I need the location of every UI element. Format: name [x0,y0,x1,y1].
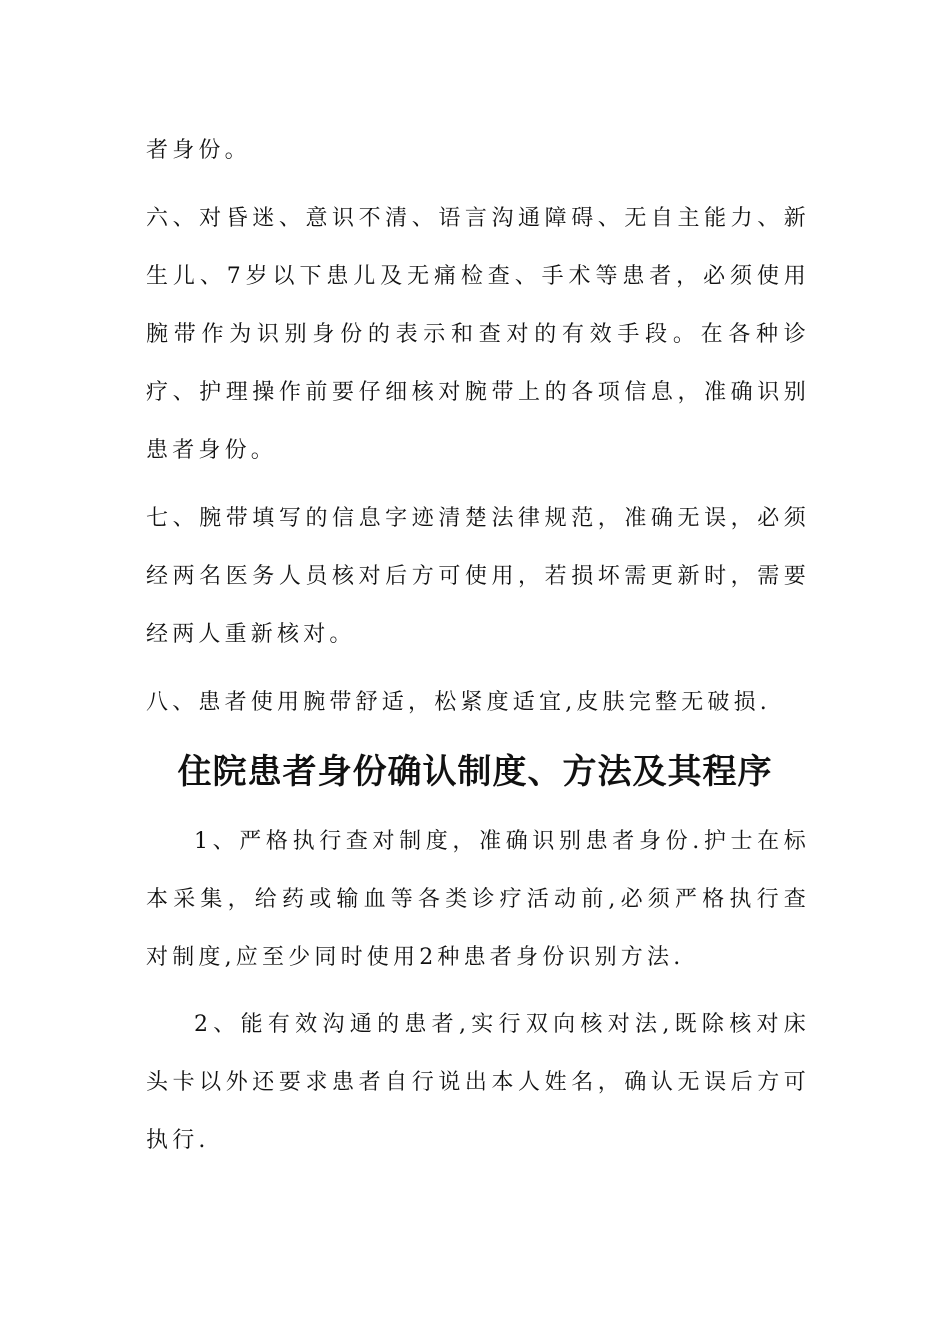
paragraph-item-6: 六、对昏迷、意识不清、语言沟通障碍、无自主能力、新生儿、7岁以下患儿及无痛检查、手术等患者，必须使用腕带作为识别身份的表示和查对的有效手段。在各种诊疗、护理操作前要仔细核对腕带上的各项信息，准确识别患者身份。 [146,206,810,463]
paragraph-item-8: 八、患者使用腕带舒适，松紧度适宜,皮肤完整无破损. [146,690,771,715]
paragraph-rule-1: 1、严格执行查对制度，准确识别患者身份.护士在标本采集，给药或输血等各类诊疗活动前,必须严格执行查对制度,应至少同时使用2种患者身份识别方法. [146,829,810,970]
paragraph-item-7: 七、腕带填写的信息字迹清楚法律规范，准确无误，必须经两名医务人员核对后方可使用，若损坏需更新时，需要经两人重新核对。 [146,506,810,647]
paragraph-rule-2: 2、能有效沟通的患者,实行双向核对法,既除核对床头卡以外还要求患者自行说出本人姓名，确认无误后方可执行. [146,1012,810,1153]
paragraph-continuation: 者身份。 [146,138,251,163]
section-title: 住院患者身份确认制度、方法及其程序 [177,752,773,792]
